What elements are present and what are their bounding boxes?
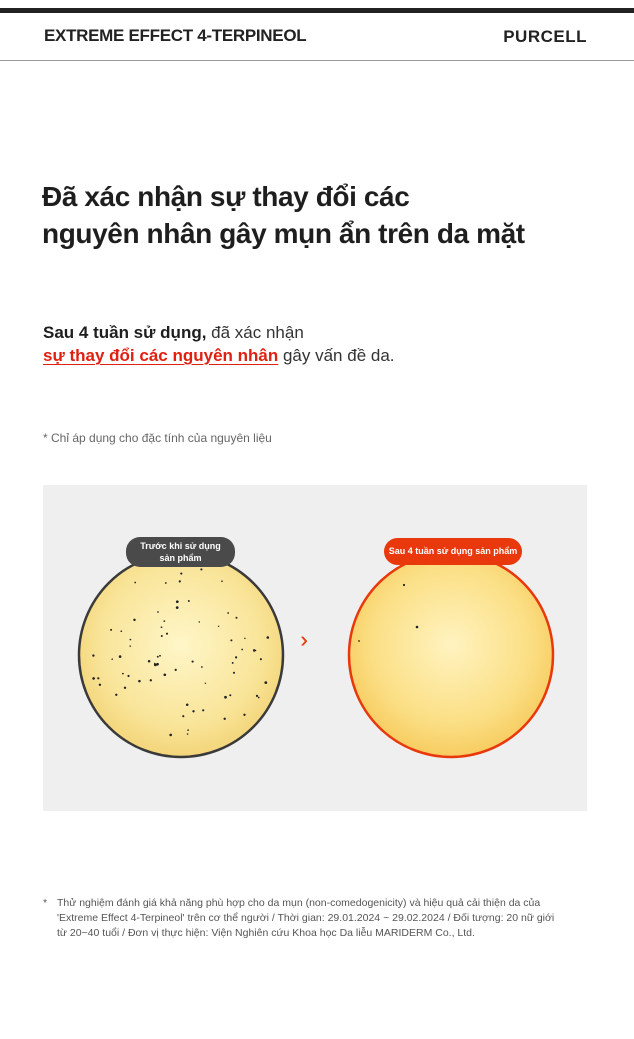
after-dish-icon (349, 553, 553, 757)
spot (192, 710, 194, 712)
disclaimer-note: * Chỉ áp dụng cho đặc tính của nguyên liệu (43, 431, 272, 445)
before-dish-icon (79, 553, 283, 757)
product-name: EXTREME EFFECT 4-TERPINEOL (44, 26, 307, 45)
spot (176, 600, 179, 603)
spot (221, 580, 223, 582)
spot (157, 611, 159, 613)
spot (218, 626, 219, 627)
spot (224, 718, 226, 720)
subtitle-text-1: đã xác nhận (206, 323, 304, 342)
spot (229, 694, 231, 696)
subtitle-line-1 (43, 321, 603, 344)
spot (187, 733, 189, 735)
spot (134, 582, 136, 584)
comparison-panel (43, 485, 587, 811)
spot (255, 650, 257, 652)
spot (111, 658, 113, 660)
spot (120, 630, 122, 632)
spot (176, 606, 179, 609)
spot (258, 697, 260, 699)
comparison-graphic (43, 485, 587, 811)
spot (110, 629, 112, 631)
chevron-right-icon: ››› (300, 627, 301, 652)
spot (166, 633, 168, 635)
spot (260, 658, 262, 660)
spot (150, 679, 152, 681)
spot (115, 694, 117, 696)
spot (199, 621, 200, 622)
spot (163, 620, 165, 622)
spot (236, 617, 238, 619)
spot (230, 639, 232, 641)
title-line-2: nguyên nhân gây mụn ẩn trên da mặt (42, 218, 525, 249)
spot (232, 662, 234, 664)
spot (119, 655, 122, 658)
spot (122, 673, 124, 675)
footnote-text: Thử nghiệm đánh giá khả năng phù hợp cho da mụn (non-comedogenicity) và hiệu quả cải thiện da của 'Extreme Effect 4-Terpineol' trên cơ thể người / Thời gian: 29.01.2024 ~ 29.02.2024 / Đối tượng: 20 nữ giới từ 20~40 tuổi / Đơn vị thực hiện: Viện Nghiên cứu Khoa học Da liễu MARIDERM Co., Ltd. (57, 897, 555, 938)
before-label-line-2: sản phẩm (159, 553, 202, 563)
spot (187, 729, 189, 731)
spot (244, 638, 245, 639)
title-line-1: Đã xác nhận sự thay đổi các (42, 181, 410, 212)
spot (200, 568, 202, 570)
before-label (126, 537, 235, 567)
spot (99, 684, 101, 686)
spot (156, 663, 159, 666)
spot (233, 672, 235, 674)
spot (97, 677, 99, 679)
spot (201, 666, 203, 668)
footnote (43, 896, 563, 938)
spot (235, 656, 237, 658)
spot (175, 669, 177, 671)
footnote-star: * (43, 897, 48, 909)
spot (138, 680, 141, 683)
spot (92, 654, 94, 656)
spot (256, 695, 258, 697)
spot (243, 714, 245, 716)
subtitle-line-2 (43, 344, 603, 367)
spot (130, 639, 132, 641)
spot (180, 573, 182, 575)
spot (159, 655, 161, 657)
subtitle (43, 321, 603, 367)
spot (227, 612, 229, 614)
spot (202, 709, 204, 711)
spot (169, 734, 172, 737)
spot (224, 696, 227, 699)
spot (161, 626, 163, 628)
spot (205, 683, 206, 684)
spot (92, 677, 95, 680)
spot (186, 703, 189, 706)
spot (192, 661, 194, 663)
subtitle-text-2: gây vấn đề da. (278, 346, 395, 365)
subtitle-bold: Sau 4 tuần sử dụng, (43, 323, 207, 342)
brand-logo[interactable]: PURCELL (503, 27, 587, 46)
spot (127, 675, 129, 677)
spot (163, 673, 166, 676)
spot (267, 636, 270, 639)
spot (148, 660, 151, 663)
spot (157, 656, 159, 658)
spot (264, 681, 267, 684)
spot (182, 715, 184, 717)
spot (179, 580, 181, 582)
page-title (42, 178, 602, 252)
spot (161, 635, 163, 637)
spot (188, 600, 190, 602)
spot (124, 687, 126, 689)
spot (129, 645, 130, 646)
spot (133, 619, 135, 621)
spot (241, 649, 243, 651)
subtitle-highlight: sự thay đổi các nguyên nhân (43, 346, 279, 365)
before-label-line-1: Trước khi sử dụng (140, 541, 221, 551)
after-label: Sau 4 tuần sử dụng sản phẩm (384, 538, 522, 565)
spot (165, 582, 167, 584)
page-header (0, 13, 634, 61)
